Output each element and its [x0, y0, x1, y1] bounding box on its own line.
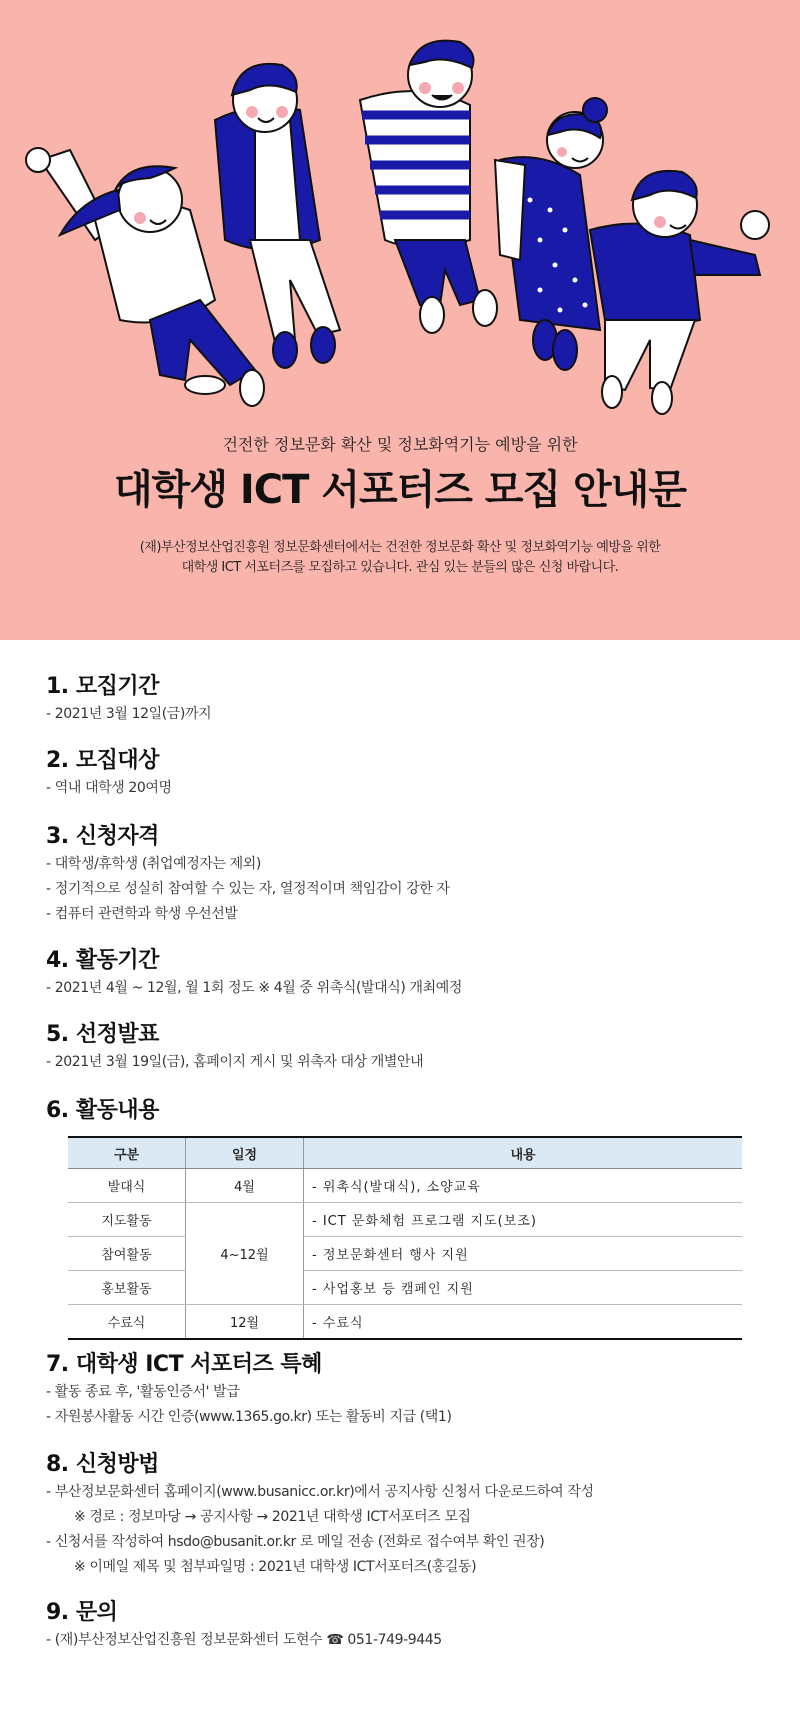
section-line: - 대학생/휴학생 (취업예정자는 제외)	[46, 856, 261, 872]
section-title: 2. 모집대상	[46, 748, 159, 773]
table-header-row	[68, 1137, 742, 1169]
table-header: 내용	[304, 1137, 743, 1169]
hero-description	[0, 538, 800, 578]
hero-description-line: (재)부산정보산업진흥원 정보문화센터에서는 건전한 정보문화 확산 및 정보화역기능 예방을 위한	[139, 540, 661, 555]
table-cell: 홍보활동	[68, 1271, 186, 1305]
student-figure	[590, 171, 769, 414]
hero-subtitle: 건전한 정보문화 확산 및 정보화역기능 예방을 위한	[222, 435, 578, 454]
section-title: 6. 활동내용	[46, 1098, 159, 1123]
section-line: - 활동 종료 후, '활동인증서' 발급	[46, 1384, 240, 1400]
section-eligibility	[46, 822, 756, 927]
section-title: 4. 활동기간	[46, 948, 159, 973]
section-contact	[46, 1598, 756, 1653]
section-note: ※ 이메일 제목 및 첨부파일명 : 2021년 대학생 ICT서포터즈(홍길동)	[74, 1559, 477, 1575]
section-line: - 자원봉사활동 시간 인증(www.1365.go.kr) 또는 활동비 지급 (택1)	[46, 1409, 452, 1425]
section-line: - 2021년 3월 12일(금)까지	[46, 706, 212, 722]
table-cell: - 수료식	[304, 1305, 743, 1340]
section-title: 3. 신청자격	[46, 824, 159, 849]
section-note: ※ 경로 : 정보마당 → 공지사항 → 2021년 대학생 ICT서포터즈 모집	[74, 1509, 471, 1525]
table-cell: 수료식	[68, 1305, 186, 1340]
section-title: 5. 선정발표	[46, 1022, 159, 1047]
table-row	[68, 1203, 742, 1237]
table-cell: - 정보문화센터 행사 지원	[304, 1237, 743, 1271]
table-row	[68, 1169, 742, 1203]
contact-line: - (재)부산정보산업진흥원 정보문화센터 도현수 ☎ 051-749-9445	[46, 1632, 442, 1648]
section-activity-period	[46, 946, 756, 1001]
section-line: - 신청서를 작성하여 hsdo@busanit.or.kr 로 메일 전송 (전화로 접수여부 확인 권장)	[46, 1534, 545, 1550]
students-illustration	[0, 0, 800, 420]
table-header: 일정	[186, 1137, 304, 1169]
section-line: - 2021년 3월 19일(금), 홈페이지 게시 및 위촉자 대상 개별안내	[46, 1054, 424, 1070]
table-row	[68, 1271, 742, 1305]
section-title: 1. 모집기간	[46, 674, 159, 699]
table-cell: 발대식	[68, 1169, 186, 1203]
table-cell: 4~12월	[186, 1203, 304, 1305]
section-title: 8. 신청방법	[46, 1452, 159, 1477]
student-figure	[215, 64, 340, 368]
table-cell: 지도활동	[68, 1203, 186, 1237]
section-line: - 2021년 4월 ~ 12월, 월 1회 정도 ※ 4월 중 위촉식(발대식) 개최예정	[46, 980, 463, 996]
section-line: - 컴퓨터 관련학과 학생 우선선발	[46, 906, 238, 922]
section-line: - 정기적으로 성실히 참여할 수 있는 자, 열정적이며 책임감이 강한 자	[46, 881, 450, 897]
section-line: - 부산정보문화센터 홈페이지(www.busanicc.or.kr)에서 공지사항 신청서 다운로드하여 작성	[46, 1484, 594, 1500]
table-row	[68, 1305, 742, 1340]
activity-table	[68, 1136, 742, 1340]
hero-description-line: 대학생 ICT 서포터즈를 모집하고 있습니다. 관심 있는 분들의 많은 신청 바랍니다.	[181, 560, 619, 575]
table-cell: - 위촉식(발대식), 소양교육	[304, 1169, 743, 1203]
table-header: 구분	[68, 1137, 186, 1169]
section-how-to-apply	[46, 1450, 756, 1580]
section-title: 9. 문의	[46, 1600, 118, 1625]
section-benefits	[46, 1350, 756, 1430]
table-row	[68, 1237, 742, 1271]
section-recruit-period	[46, 672, 756, 727]
section-line: - 역내 대학생 20여명	[46, 780, 172, 796]
section-announcement	[46, 1020, 756, 1075]
table-cell: - 사업홍보 등 캠페인 지원	[304, 1271, 743, 1305]
student-figure	[360, 41, 497, 333]
table-cell: 참여활동	[68, 1237, 186, 1271]
section-activities	[46, 1096, 756, 1126]
hero-banner	[0, 0, 800, 640]
section-title: 7. 대학생 ICT 서포터즈 특혜	[46, 1352, 322, 1377]
table-cell: - ICT 문화체험 프로그램 지도(보조)	[304, 1203, 743, 1237]
page-title: 대학생 ICT 서포터즈 모집 안내문	[114, 467, 686, 513]
table-cell: 4월	[186, 1169, 304, 1203]
table-cell: 12월	[186, 1305, 304, 1340]
section-recruit-target	[46, 746, 756, 801]
